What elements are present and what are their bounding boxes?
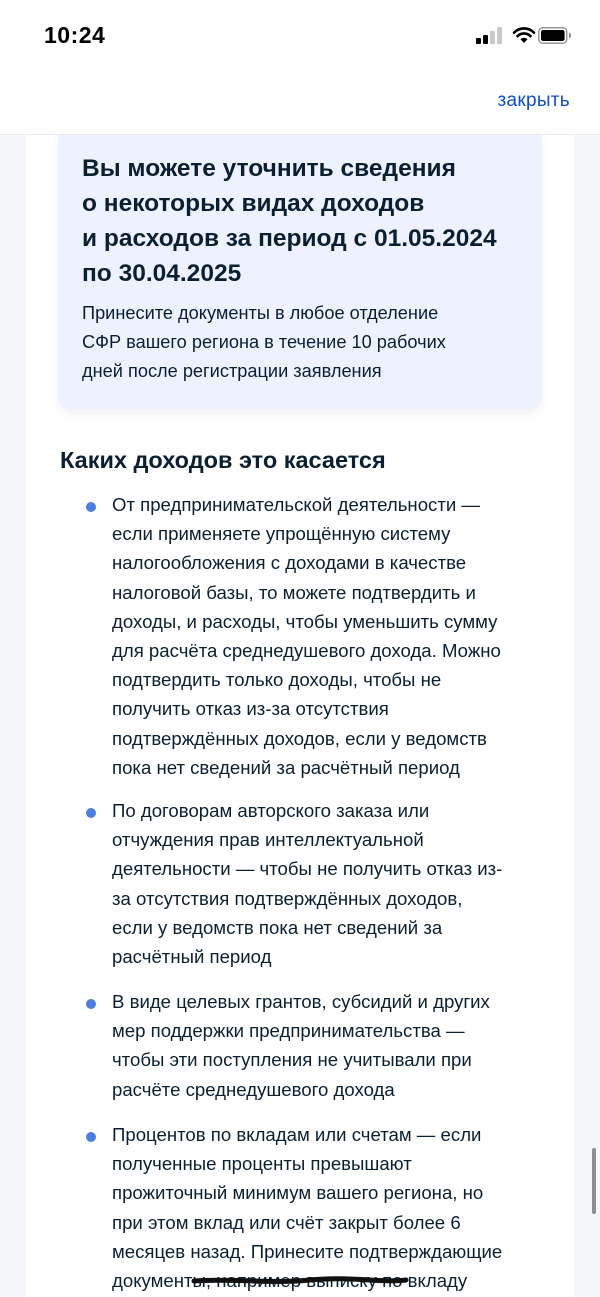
list-item-text: Процентов по вкладам или счетам — если полученные проценты превышают прожиточный минимум вашего региона, но при этом вклад или счёт закрыт более 6 месяцев назад. Принесите подтверждающие документы, например выписку по вкладу [112,1124,503,1292]
handwritten-scribble [190,1272,410,1294]
bullet-icon [86,1132,96,1142]
bullet-icon [86,502,96,512]
content-card [26,135,574,1297]
list-item-text: В виде целевых грантов, субсидий и других мер поддержки предпринимательства — чтобы эти поступления не учитывали при расчёте среднедушевого дохода [112,991,490,1100]
section-title: Каких доходов это касается [60,447,386,473]
battery-icon [538,27,572,44]
cellular-signal-icon [476,26,506,46]
close-button[interactable]: закрыть [497,90,570,111]
list-item-text: От предпринимательской деятельности — если применяете упрощённую систему налогообложения с доходами в качестве налоговой базы, то можете подтвердить и доходы, и расходы, чтобы уменьшить сумму для расчёта среднедушевого дохода. Можно подтвердить только доходы, чтобы не получить отказ из-за отсутствия подтверждённых доходов, если у ведомств пока нет сведений за расчётный период [112,494,501,778]
scrollbar[interactable] [592,1148,596,1214]
bullet-icon [86,999,96,1009]
bullet-icon [86,808,96,818]
info-box [58,135,542,409]
top-navigation-bar [0,72,600,135]
info-title: Вы можете уточнить сведения о некоторых видах доходов и расходов за период с 01.05.2024 по 30.04.2025 [82,155,497,287]
status-bar [0,0,600,72]
list-item-text: По договорам авторского заказа или отчуждения прав интеллектуальной деятельности — чтобы не получить отказ из- за отсутствия подтверждённых доходов, если у ведомств пока нет сведений за расчётный период [112,800,503,968]
info-text: Принесите документы в любое отделение СФР вашего региона в течение 10 рабочих дней после регистрации заявления [82,303,446,381]
wifi-icon [512,25,536,45]
status-time: 10:24 [44,22,106,48]
content-area [0,135,600,1297]
